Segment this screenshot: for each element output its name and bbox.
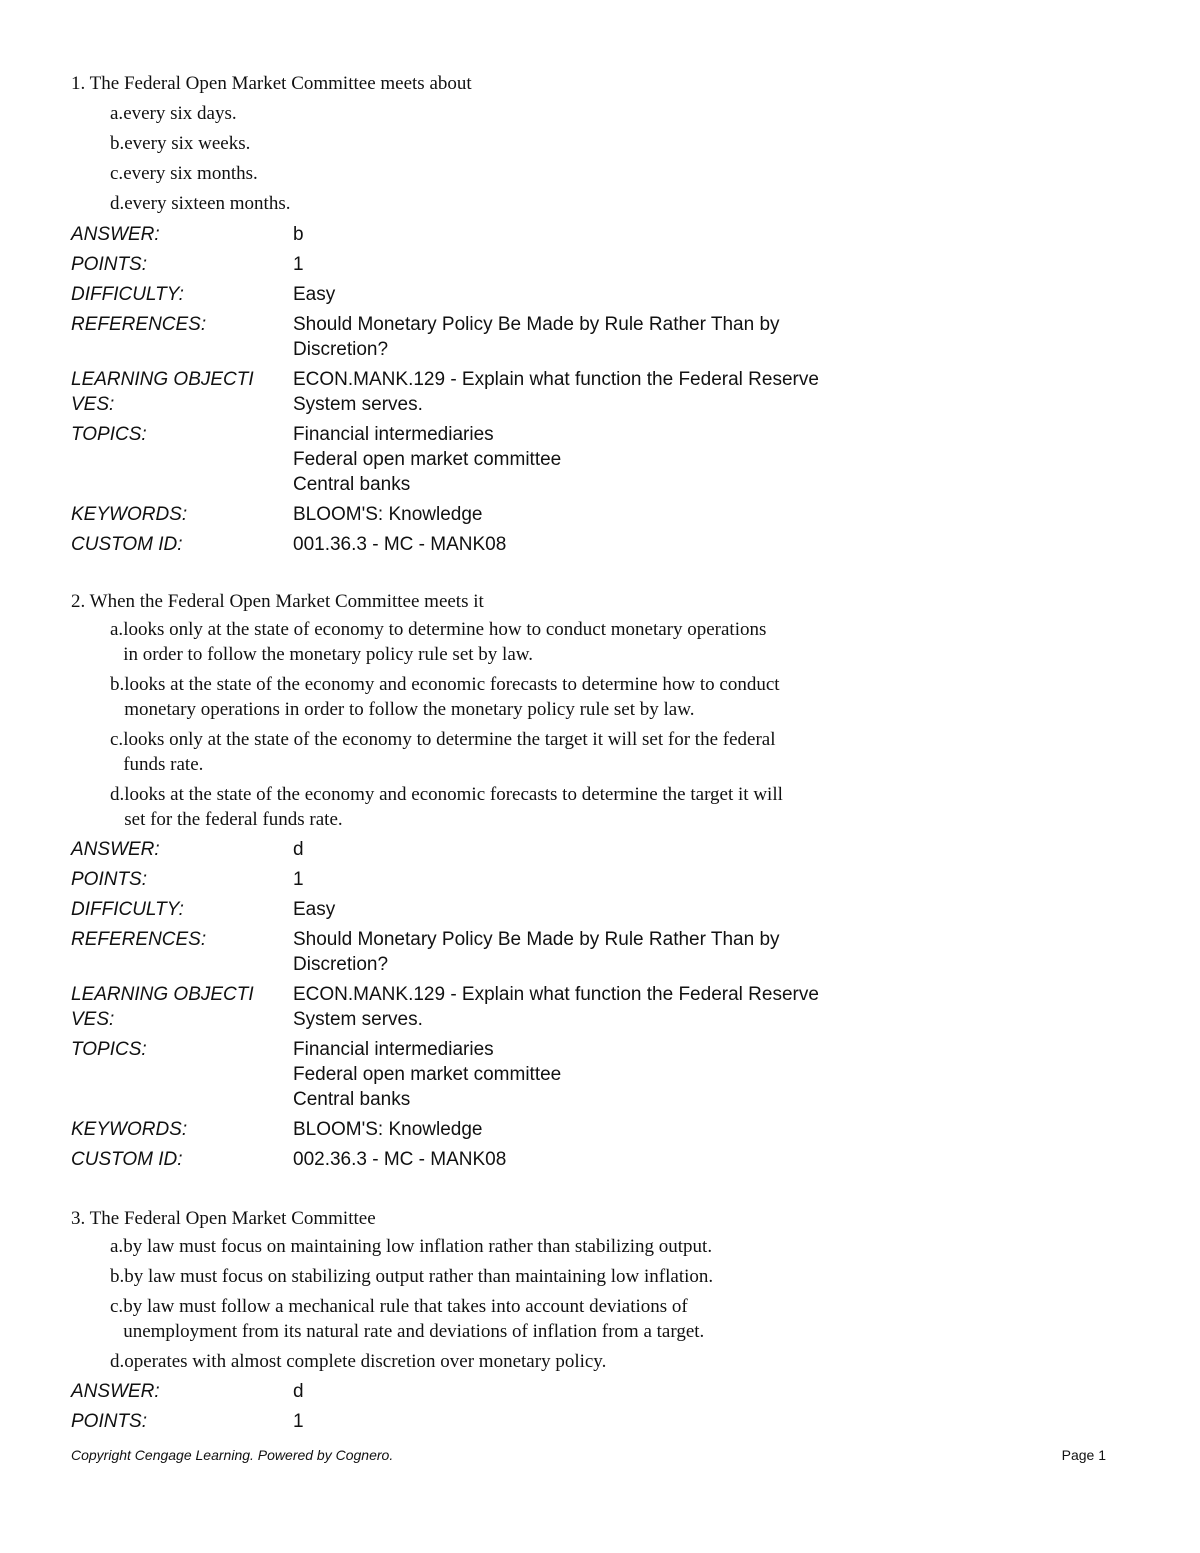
option-a: a. every six days. [110,103,237,124]
option-d: d. looks at the state of the economy and economic forecasts to determine the target it will set for the federal funds rate. [110,784,783,830]
meta-topics: TOPICS: Financial intermediaries Federal open market committee Central banks [71,424,562,495]
question-metadata [71,837,931,1172]
option-b: b. by law must focus on stabilizing output rather than maintaining low inflation. [110,1266,714,1287]
option-a: a. by law must focus on maintaining low inflation rather than stabilizing output. [110,1236,713,1257]
meta-points: POINTS: 1 [71,254,304,275]
options-list [110,99,931,219]
option-a: a. looks only at the state of economy to determine how to conduct monetary operations in order to follow the monetary policy rule set by law. [110,619,767,665]
meta-learning-objectives: LEARNING OBJECTI VES: ECON.MANK.129 - Explain what function the Federal Reserve System serves. [71,984,819,1030]
question-stem: 2. When the Federal Open Market Committee meets it [71,591,484,612]
question-metadata [71,222,931,557]
question-metadata [71,1379,931,1434]
meta-answer: ANSWER: d [71,839,304,860]
meta-points: POINTS: 1 [71,869,304,890]
meta-learning-objectives: LEARNING OBJECTI VES: ECON.MANK.129 - Explain what function the Federal Reserve System serves. [71,369,819,415]
question-1 [71,69,931,562]
meta-answer: ANSWER: d [71,1381,304,1402]
meta-answer: ANSWER: b [71,224,304,245]
option-c: c. every six months. [110,163,258,184]
option-c: c. looks only at the state of the economy to determine the target it will set for the federal funds rate. [110,729,776,775]
option-d: d. every sixteen months. [110,193,291,214]
meta-topics: TOPICS: Financial intermediaries Federal open market committee Central banks [71,1039,562,1110]
meta-custom-id: CUSTOM ID: 002.36.3 - MC - MANK08 [71,1149,507,1170]
meta-difficulty: DIFFICULTY: Easy [71,899,336,920]
option-b: b. looks at the state of the economy and economic forecasts to determine how to conduct monetary operations in order to follow the monetary policy rule set by law. [110,674,780,720]
meta-custom-id: CUSTOM ID: 001.36.3 - MC - MANK08 [71,534,507,555]
option-b: b. every six weeks. [110,133,251,154]
question-2 [71,587,931,1177]
options-list [110,1234,931,1374]
footer-page-number: Page 1 [1061,1447,1106,1463]
question-stem: 3. The Federal Open Market Committee [71,1208,376,1229]
meta-references: REFERENCES: Should Monetary Policy Be Made by Rule Rather Than by Discretion? [71,929,780,975]
question-stem: 1. The Federal Open Market Committee meets about [71,73,472,94]
meta-points: POINTS: 1 [71,1411,304,1432]
option-c: c. by law must follow a mechanical rule that takes into account deviations of unemployment from its natural rate and deviations of inflation from a target. [110,1296,705,1342]
meta-references: REFERENCES: Should Monetary Policy Be Made by Rule Rather Than by Discretion? [71,314,780,360]
options-list [110,617,931,832]
meta-difficulty: DIFFICULTY: Easy [71,284,336,305]
meta-keywords: KEYWORDS: BLOOM'S: Knowledge [71,1119,483,1140]
option-d: d. operates with almost complete discretion over monetary policy. [110,1351,607,1372]
meta-keywords: KEYWORDS: BLOOM'S: Knowledge [71,504,483,525]
footer-copyright: Copyright Cengage Learning. Powered by Cognero. [71,1447,394,1463]
question-3 [71,1204,931,1439]
